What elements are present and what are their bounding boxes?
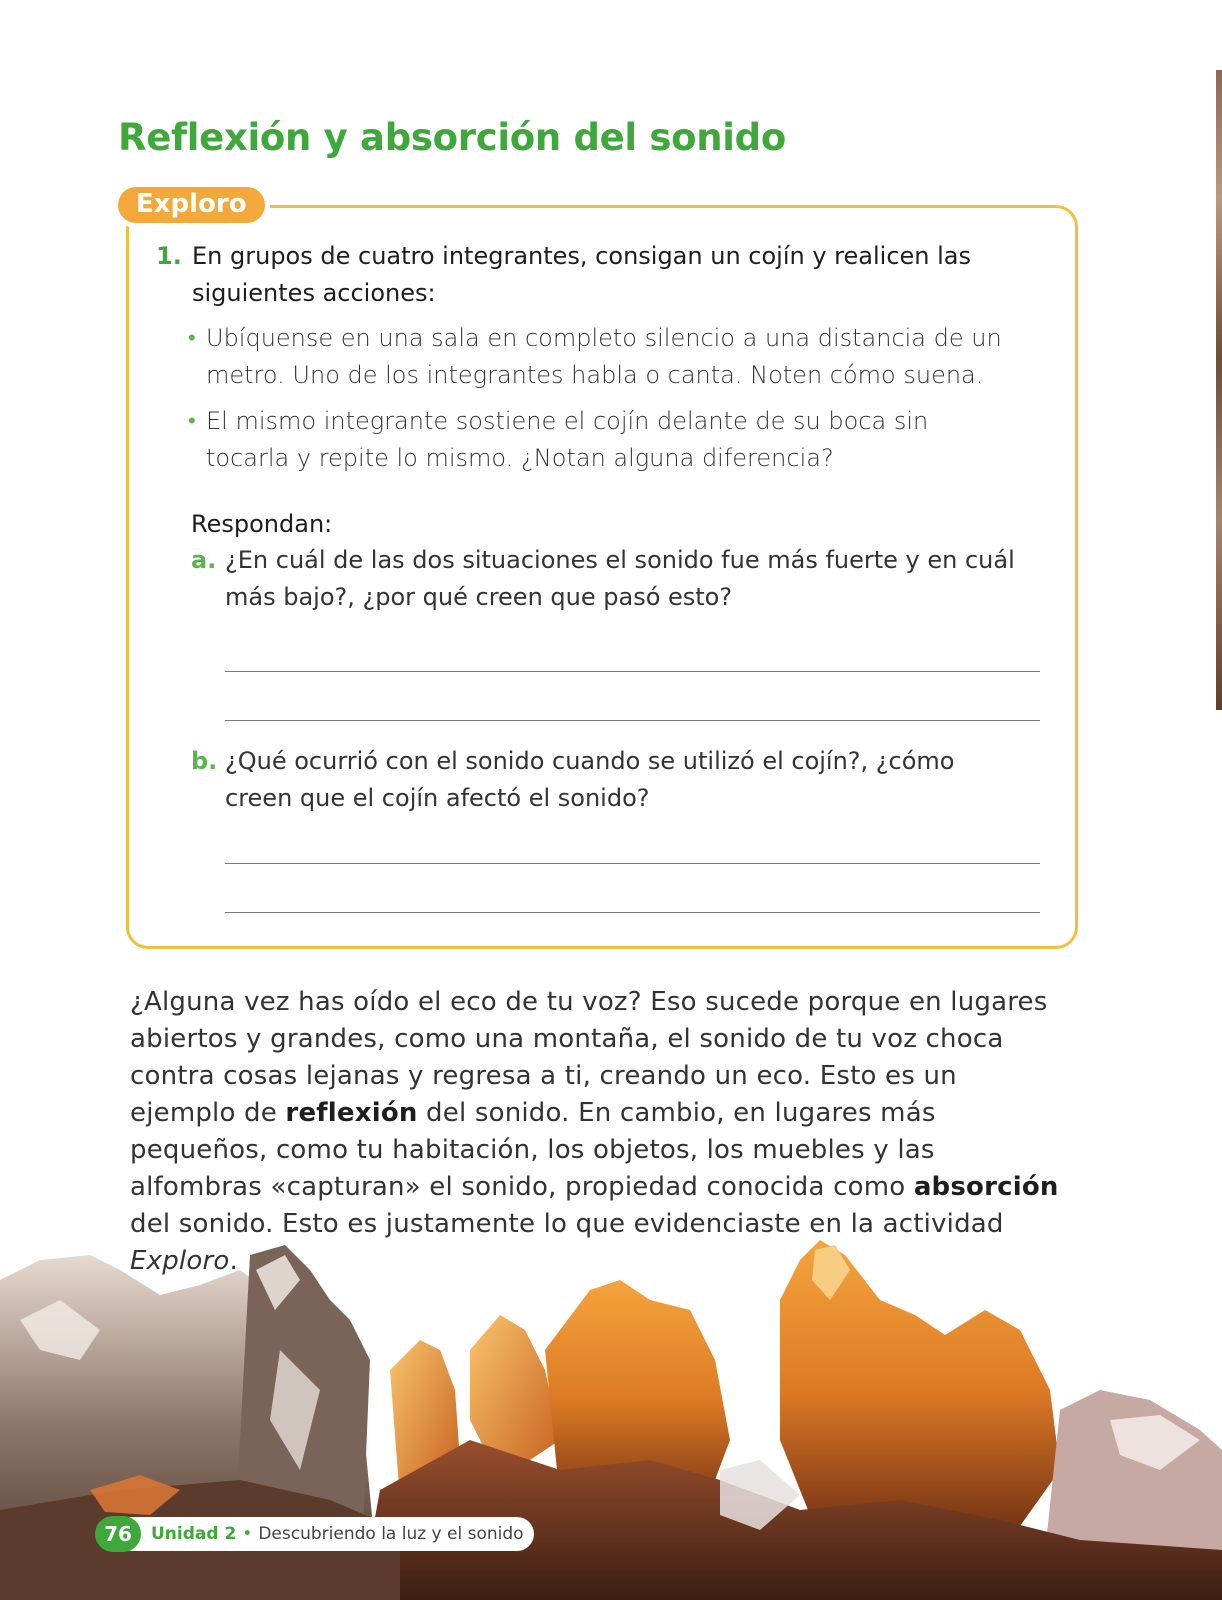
answer-line-a1[interactable] (225, 671, 1040, 672)
explanation-paragraph (130, 984, 1070, 1280)
paragraph-text: . (229, 1246, 238, 1276)
activity-instruction (156, 238, 1036, 312)
list-item (188, 403, 1008, 477)
unit-label-pill (123, 1517, 534, 1551)
term-absorcion: absorción (913, 1172, 1059, 1202)
page-footer (95, 1516, 534, 1552)
bullet-icon: • (188, 409, 196, 434)
activity-steps-list (188, 320, 1008, 486)
activity-instruction-text: En grupos de cuatro integrantes, consigan un cojín y realicen las siguientes acciones: (192, 242, 971, 307)
page-title: Reflexión y absorción del sonido (118, 116, 786, 159)
paragraph-text: ¿Alguna vez has oído el eco de tu voz? Eso sucede porque en lugares abiertos y grandes, como una montaña, el sonido de tu voz choca contra cosas lejanas y regresa a ti, creando un eco. Esto es un ejemplo de (130, 987, 1048, 1128)
paragraph-text: del sonido. En cambio, en lugares más pequeños, como tu habitación, los objetos, los muebles y las alfombras «capturan» el sonido, propiedad conocida como (130, 1098, 936, 1202)
question-text: ¿En cuál de las dos situaciones el sonido fue más fuerte y en cuál más bajo?, ¿por qué creen que pasó esto? (225, 546, 1015, 611)
adjacent-page-edge (1216, 70, 1222, 710)
page-number: 76 (95, 1516, 141, 1552)
list-item (188, 320, 1008, 394)
paragraph-text: del sonido. Esto es justamente lo que evidenciaste en la actividad (130, 1209, 1004, 1239)
step-text: Ubíquense en una sala en completo silencio a una distancia de un metro. Uno de los integrantes habla o canta. Noten cómo suena. (206, 324, 1002, 389)
question-text: ¿Qué ocurrió con el sonido cuando se utilizó el cojín?, ¿cómo creen que el cojín afectó el sonido? (225, 747, 955, 812)
answer-line-a2[interactable] (225, 720, 1040, 721)
separator-dot: • (242, 1524, 253, 1544)
question-a (191, 542, 1021, 616)
answer-line-b2[interactable] (225, 912, 1040, 913)
activity-reference: Exploro (130, 1246, 230, 1276)
question-b (191, 743, 1021, 817)
term-reflexion: reflexión (285, 1098, 418, 1128)
respond-label: Respondan: (191, 510, 333, 538)
unit-name: Unidad 2 (151, 1524, 237, 1544)
unit-title: Descubriendo la luz y el sonido (258, 1524, 524, 1544)
question-letter: b. (191, 747, 218, 775)
answer-line-b1[interactable] (225, 863, 1040, 864)
step-text: El mismo integrante sostiene el cojín delante de su boca sin tocarla y repite lo mismo. ¿Notan alguna diferencia? (206, 407, 929, 472)
question-letter: a. (191, 546, 217, 574)
section-tag-exploro: Exploro (118, 187, 265, 223)
activity-number: 1. (156, 242, 182, 270)
bullet-icon: • (188, 326, 196, 351)
